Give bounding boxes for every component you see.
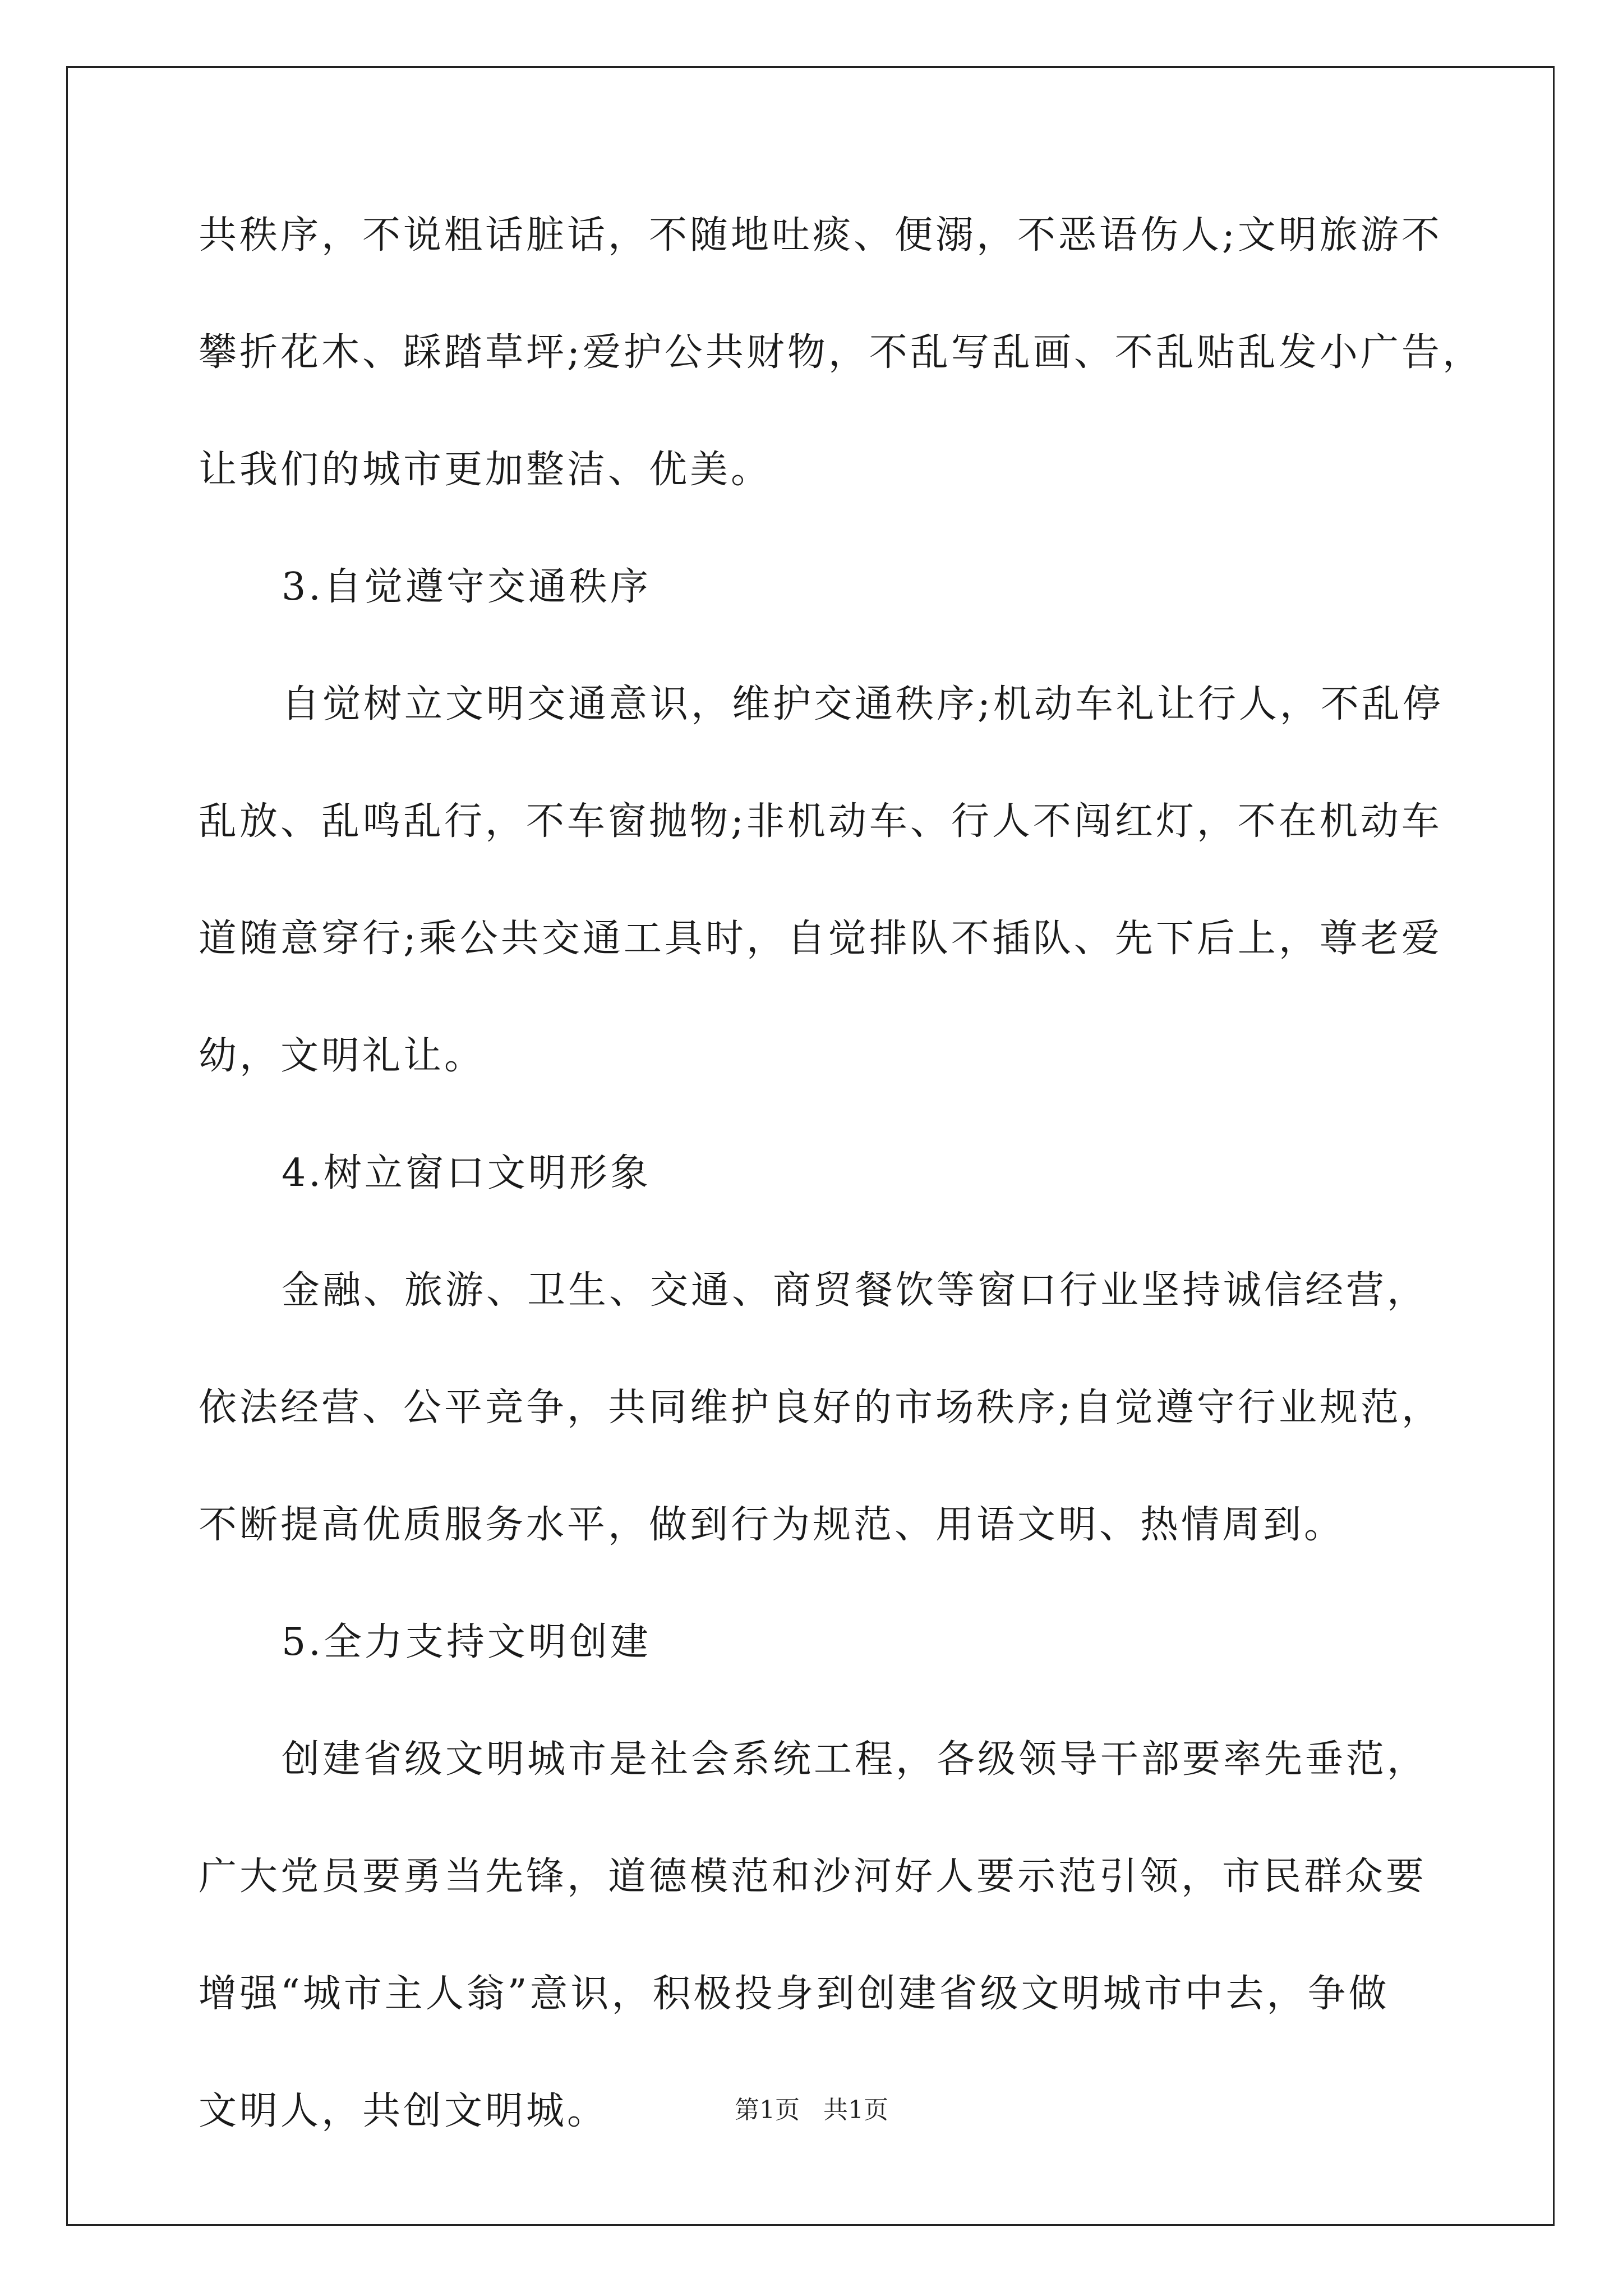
section-heading-4: 4.树立窗口文明形象 [282,1151,651,1195]
text-line-5: 自觉树立文明交通意识，维护交通秩序;机动车礼让行人，不乱停 [282,682,1444,726]
text-line-1: 共秩序，不说粗话脏话，不随地吐痰、便溺，不恶语伤人;文明旅游不 [199,213,1442,257]
text-line-8: 幼，文明礼让。 [199,1034,486,1078]
document-body [199,210,1483,2203]
text-line-6: 乱放、乱鸣乱行，不车窗抛物;非机动车、行人不闯红灯，不在机动车 [199,799,1442,844]
section-heading-5: 5.全力支持文明创建 [282,1620,651,1664]
text-line-3: 让我们的城市更加整洁、优美。 [199,448,772,492]
text-line-12: 不断提高优质服务水平，做到行为规范、用语文明、热情周到。 [199,1503,1345,1547]
text-line-14: 创建省级文明城市是社会系统工程，各级领导干部要率先垂范， [282,1737,1428,1782]
text-line-11: 依法经营、公平竞争，共同维护良好的市场秩序;自觉遵守行业规范， [199,1386,1442,1430]
text-line-16: 增强“城市主人翁”意识，积极投身到创建省级文明城市中去，争做 [199,1972,1390,2016]
text-line-17: 文明人，共创文明城。 [199,2089,608,2133]
text-line-10: 金融、旅游、卫生、交通、商贸餐饮等窗口行业坚持诚信经营， [282,1268,1428,1313]
text-line-15: 广大党员要勇当先锋，道德模范和沙河好人要示范引领，市民群众要 [199,1855,1427,1899]
section-heading-3: 3.自觉遵守交通秩序 [282,565,651,609]
page-footer: 第1页 共1页 [735,2096,888,2124]
text-line-2: 攀折花木、踩踏草坪;爱护公共财物，不乱写乱画、不乱贴乱发小广告， [199,330,1483,375]
text-line-7: 道随意穿行;乘公共交通工具时，自觉排队不插队、先下后上，尊老爱 [199,917,1442,961]
